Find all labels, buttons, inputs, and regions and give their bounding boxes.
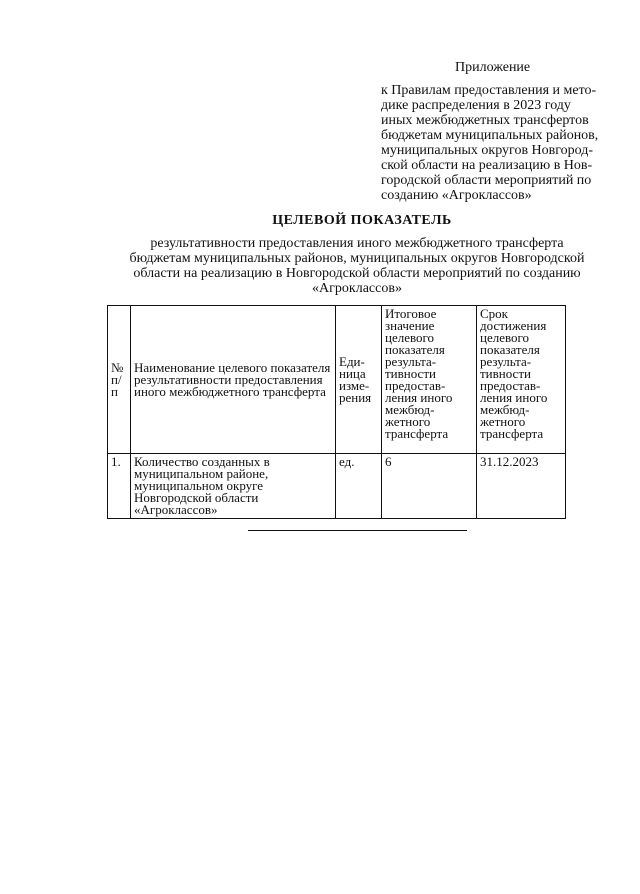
subtitle-line: бюджетам муниципальных районов, муниципальных округов Новгородской (129, 251, 585, 266)
cell-value: 6 (382, 454, 477, 519)
cell-name: Количество созданных в муниципальном районе, муниципальном округе Новгородской области «Агроклассов» (131, 454, 336, 519)
subtitle-line: области на реализацию в Новгородской области мероприятий по созданию (133, 266, 581, 281)
appendix-line: городской области мероприятий по (381, 173, 592, 188)
cell-unit: ед. (336, 454, 382, 519)
appendix-line: дике распределения в 2023 году (381, 98, 571, 113)
appendix-line: иных межбюджетных трансфертов (381, 113, 589, 128)
header-term: Срок достижения целевого показателя результа-тивности предостав-ления иного межбюд-жетного трансферта (477, 306, 566, 454)
subtitle-line: «Агроклассов» (312, 281, 402, 296)
document-subtitle (107, 236, 607, 296)
header-name: Наименование целевого показателя результативности предоставления иного межбюджетного трансферта (131, 306, 336, 454)
header-value: Итоговое значение целевого показателя результа-тивности предостав-ления иного межбюд-жетного трансферта (382, 306, 477, 454)
subtitle-line: результативности предоставления иного межбюджетного трансферта (150, 236, 564, 251)
appendix-line: муниципальных округов Новгород- (381, 143, 594, 158)
appendix-line: ской области на реализацию в Нов- (381, 158, 593, 173)
bottom-divider (248, 530, 467, 531)
appendix-title: Приложение (455, 60, 531, 75)
appendix-text (381, 83, 621, 203)
appendix-line: к Правилам предоставления и мето- (381, 83, 597, 98)
table-row (108, 454, 566, 519)
indicator-table (107, 305, 566, 519)
table-header-row (108, 306, 566, 454)
cell-term: 31.12.2023 (477, 454, 566, 519)
appendix-line: созданию «Агроклассов» (381, 188, 532, 203)
header-num: № п/п (108, 306, 131, 454)
appendix-line: бюджетам муниципальных районов, (381, 128, 599, 143)
header-unit: Еди-ница изме-рения (336, 306, 382, 454)
cell-num: 1. (108, 454, 131, 519)
document-title: ЦЕЛЕВОЙ ПОКАЗАТЕЛЬ (272, 213, 452, 228)
